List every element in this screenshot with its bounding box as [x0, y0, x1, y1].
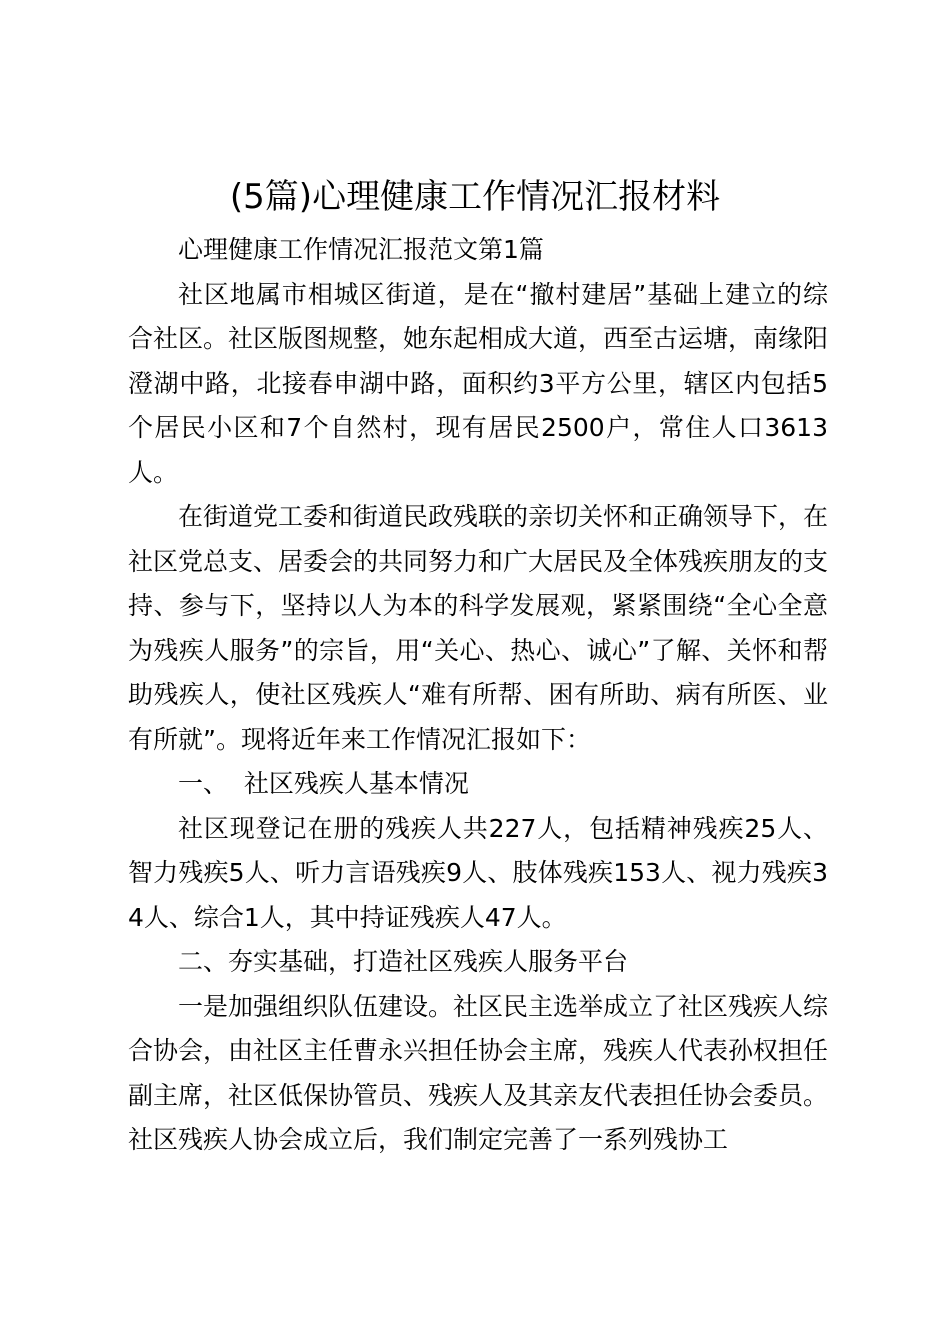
paragraph-disabled-statistics: 社区现登记在册的残疾人共227人，包括精神残疾25人、智力残疾5人、听力言语残疾9人、肢体残疾153人、视力残疾34人、综合1人，其中持证残疾人47人。	[128, 813, 828, 932]
paragraph-organization-building: 一是加强组织队伍建设。社区民主选举成立了社区残疾人综合协会，由社区主任曹永兴担任协会主席，残疾人代表孙权担任副主席，社区低保协管员、残疾人及其亲友代表担任协会委员。社区残疾人协会成立后，我们制定完善了一系列残协工	[128, 991, 829, 1154]
document-body	[128, 228, 828, 1163]
paragraph-leadership-support: 在街道党工委和街道民政残联的亲切关怀和正确领导下，在社区党总支、居委会的共同努力和广大居民及全体残疾朋友的支持、参与下，坚持以人为本的科学发展观，紧紧围绕“全心全意为残疾人服务”的宗旨，用“关心、热心、诚心”了解、关怀和帮助残疾人，使社区残疾人“难有所帮、困有所助、病有所医、业有所就”。现将近年来工作情况汇报如下：	[128, 502, 829, 754]
section-heading-sample-1: 心理健康工作情况汇报范文第1篇	[178, 235, 544, 264]
section-heading-2: 二、夯实基础，打造社区残疾人服务平台	[178, 947, 629, 976]
section-heading-1: 一、 社区残疾人基本情况	[178, 769, 469, 798]
document-title: (5篇)心理健康工作情况汇报材料	[229, 177, 721, 217]
paragraph-community-overview: 社区地属市相城区街道，是在“撤村建居”基础上建立的综合社区。社区版图规整，她东起相成大道，西至古运塘，南缘阳澄湖中路，北接春申湖中路，面积约3平方公里，辖区内包括5个居民小区和7个自然村，现有居民2500户，常住人口3613人。	[128, 279, 829, 487]
